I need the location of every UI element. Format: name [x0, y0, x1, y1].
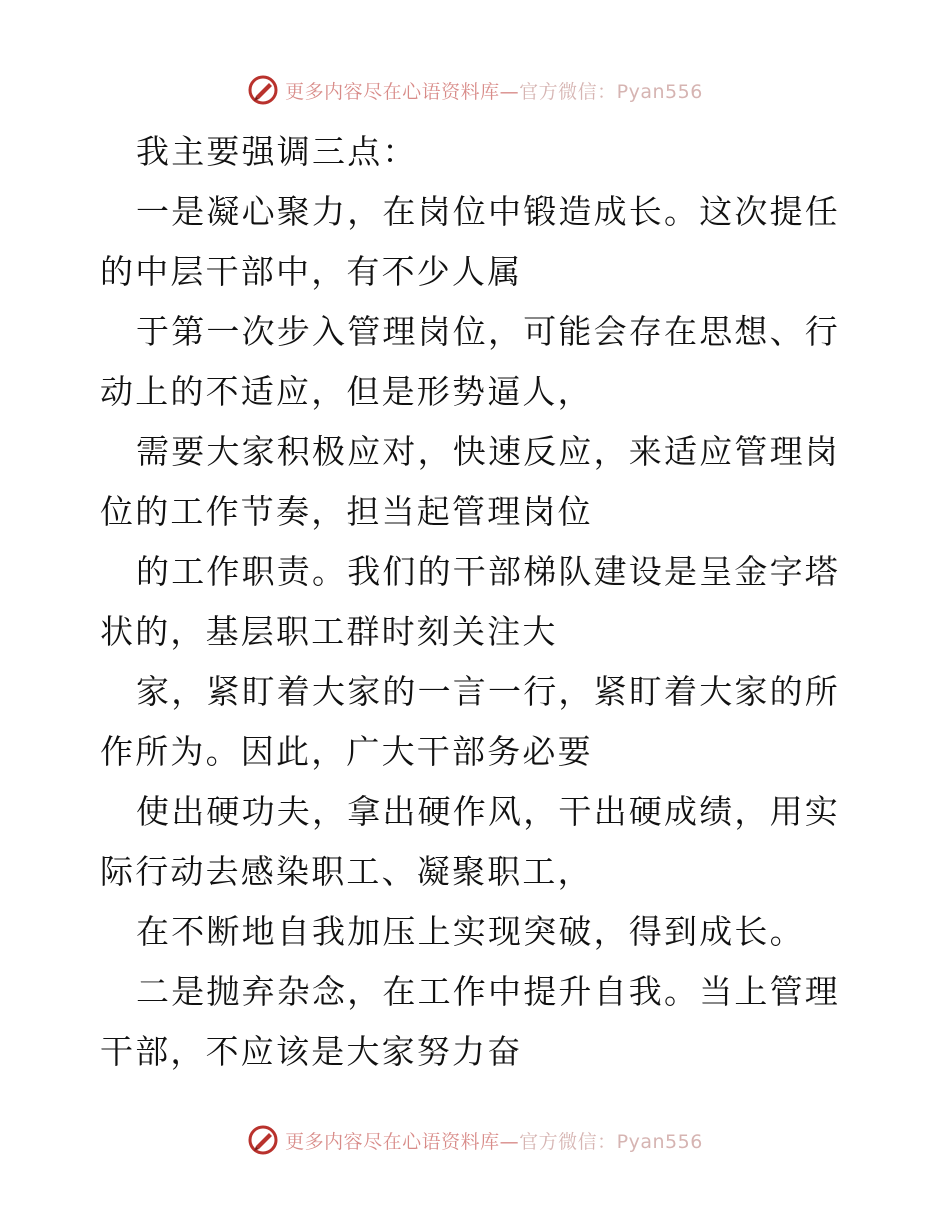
- paragraph: 家，紧盯着大家的一言一行，紧盯着大家的所作所为。因此，广大干部务必要: [100, 672, 840, 771]
- pen-logo-icon: [247, 1124, 279, 1156]
- header-banner-wechat: 官方微信：Pyan556: [519, 80, 703, 103]
- paragraph: 于第一次步入管理岗位，可能会存在思想、行动上的不适应，但是形势逼人，: [100, 312, 840, 411]
- document-body: [100, 122, 852, 1082]
- paragraph: 在不断地自我加压上实现突破，得到成长。: [136, 912, 805, 951]
- paragraph: 我主要强调三点：: [136, 132, 418, 171]
- paragraph: 使出硬功夫，拿出硬作风，干出硬成绩，用实际行动去感染职工、凝聚职工，: [100, 792, 840, 891]
- header-banner-text: [285, 77, 703, 104]
- footer-banner-main: 更多内容尽在心语资料库—: [285, 1130, 520, 1153]
- paragraph: 一是凝心聚力，在岗位中锻造成长。这次提任的中层干部中，有不少人属: [100, 192, 840, 291]
- footer-watermark-banner: [0, 1120, 950, 1160]
- paragraph: 二是抛弃杂念，在工作中提升自我。当上管理干部，不应该是大家努力奋: [100, 972, 840, 1071]
- pen-logo-icon: [247, 74, 279, 106]
- paragraph: 的工作职责。我们的干部梯队建设是呈金字塔状的，基层职工群时刻关注大: [100, 552, 840, 651]
- footer-banner-wechat: 官方微信：Pyan556: [519, 1130, 703, 1153]
- header-watermark-banner: [0, 70, 950, 110]
- header-banner-main: 更多内容尽在心语资料库—: [285, 80, 520, 103]
- footer-banner-text: [285, 1127, 703, 1154]
- paragraph: 需要大家积极应对，快速反应，来适应管理岗位的工作节奏，担当起管理岗位: [100, 432, 840, 531]
